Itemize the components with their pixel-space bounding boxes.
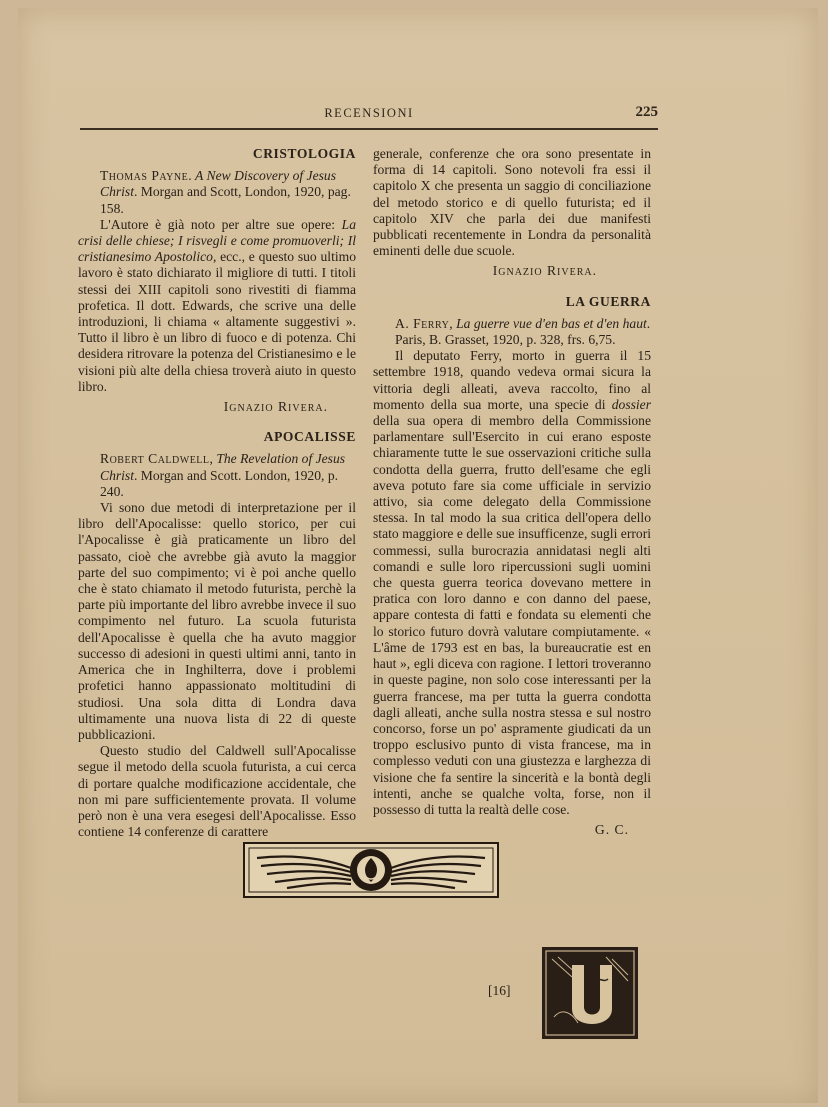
author-name: A. Ferry [395, 315, 450, 331]
publication-details: . Morgan and Scott. London, 1920, p. 240. [100, 467, 339, 499]
author-name: Thomas Payne [100, 168, 189, 184]
publication-details: . Paris, B. Grasset, 1920, p. 328, frs. 6,75. [395, 315, 651, 348]
left-column [78, 146, 356, 840]
reviewer-signature: Ignazio Rivera. [492, 263, 597, 279]
review-text: della sua opera di membro della Commissione parlamentare sull'Esercito in cui erano esposte chiaramente tutte le sue osservazioni critiche sulla condotta della guerra, frutto dell'esame che egli aveva potuto fare sia come ufficiale in servizio attivo, sia come delegato della Commissione stessa. In tal modo la sua critica dell'opera dello stato maggiore e delle sue insufficenze, sugli errori commessi, sulla burocrazia annidatasi negli alti comandi e sulle loro ripercussioni sugli uomini che questa guerra teorica dovevano mettere in pratica con loro danno e con danno del paese, appare contesta di fatti e fondata su elementi che lo storico futuro dovrà valutare compiutamente. « L'âme de 1793 est en bas, la bureaucratie est en haut », egli diceva con ragione. I lettori troveranno in queste pagine, non solo cose interessanti per la guerra francese, ma per tutta la guerra condotta dagli alleati, anche sulla nostra stessa e sul nostro concorso, forse un po' aspramente giudicati da un troppo esclusivo punto di vista francese, ma in complesso veduti con una giustezza e larghezza di visione che fa sentire la sincerità e la bontà degli intenti, anche se qualche volta, forse, non il possesso di tutta la realtà delle cose. [373, 413, 651, 817]
reviewer-signature: Ignazio Rivera. [223, 399, 328, 415]
running-head [80, 106, 658, 130]
page-number: 225 [635, 104, 658, 120]
signature-marker: [16] [488, 983, 511, 998]
review-italic-titles: La crisi delle chiese; I risvegli e come promuoverli; Il cristianesimo Apostolico [78, 216, 356, 265]
review-text: Il deputato Ferry, morto in guerra il 15 settembre 1918, quando vedeva ormai sicura la vittoria degli alleati, aveva raccolto, fino al momento della sua morte, una specie di [373, 348, 651, 412]
book-title: La guerre vue d'en bas et d'en haut [456, 315, 647, 331]
section-heading-apocalisse: APOCALISSE [263, 429, 356, 445]
decorated-initial-icon [542, 947, 638, 1039]
reviewer-initials: G. C. [594, 822, 629, 838]
review-text: L'Autore è già noto per altre sue opere: [100, 216, 342, 232]
review-italic-word: dossier [611, 396, 651, 412]
bibliographic-entry-caldwell: Robert Caldwell, The Revelation of Jesus Christ. Morgan and Scott. London, 1920, p. 240. [100, 451, 346, 499]
running-head-title: RECENSIONI [324, 106, 414, 120]
winged-ornament-icon [243, 842, 499, 898]
section-heading-cristologia: CRISTOLOGIA [252, 146, 356, 161]
bibliographic-entry-payne: Thomas Payne. A New Discovery of Jesus Christ. Morgan and Scott, London, 1920, pag. 158. [100, 168, 351, 216]
section-heading-guerra: LA GUERRA [565, 293, 651, 309]
book-page [18, 8, 818, 1103]
right-column [373, 146, 651, 852]
review-text: , ecc., e questo suo ultimo lavoro è stato dichiarato il migliore di tutti. I titoli stessi dei XIII capitoli sono rivestiti di fiamma profetica. Il dott. Edwards, che scrive una delle introduzioni, li chiama « altamente suggestivi ». Tutto il libro è un libro di fuoco e di potenza. Chi desidera ritrovare la potenza del Cristianesimo e le visioni più alte della chiesa troverà aiuto in questo libro. [78, 249, 356, 394]
book-title: The Revelation of Jesus Christ [100, 451, 346, 483]
review-paragraph [78, 217, 356, 395]
review-paragraph: Vi sono due metodi di interpretazione per il libro dell'Apocalisse: quello storico, per cui l'Apocalisse è già praticamente un libro del passato, cioè che avrebbe già avuto la maggior parte del suo compimento; vi è poi anche quello che è stato chiamato il metodo futurista, perchè la parte più importante del libro avrebbe invece il suo compimento nel futuro. La scuola futurista dell'Apocalisse è quella che ha avuto maggior successo di adesioni in questi ultimi anni, tanto in America che in Inghilterra, dove i problemi profetici hanno appassionato moltitudini di studiosi. Una sola ditta di Londra dava ultimamente una nuova lista di 22 di queste pubblicazioni. [78, 500, 356, 742]
book-title: A New Discovery of Jesus Christ [100, 168, 336, 200]
review-paragraph [373, 348, 651, 818]
publication-details: . Morgan and Scott, London, 1920, pag. 158. [100, 184, 351, 216]
review-paragraph-continued: generale, conferenze che ora sono presentate in forma di 14 capitoli. Sono notevoli fra essi il capitolo X che presenta un saggio di conciliazione del metodo storico e di quello futurista; ed il capitolo XIV che parla dei due manifesti pubblicati recentemente in Londra da personalità eminenti delle due scuole. [373, 146, 651, 259]
review-paragraph: Questo studio del Caldwell sull'Apocalisse segue il metodo della scuola futurista, a cui cerca di portare qualche modificazione accidentale, che non mi pare sufficientemente provata. Il volume però non è una vera esegesi dell'Apocalisse. Esso contiene 14 conferenze di carattere [78, 743, 356, 840]
author-name: Robert Caldwell [100, 451, 210, 467]
bibliographic-entry-ferry: A. Ferry, La guerre vue d'en bas et d'en haut. Paris, B. Grasset, 1920, p. 328, frs. 6,75. [395, 315, 651, 348]
